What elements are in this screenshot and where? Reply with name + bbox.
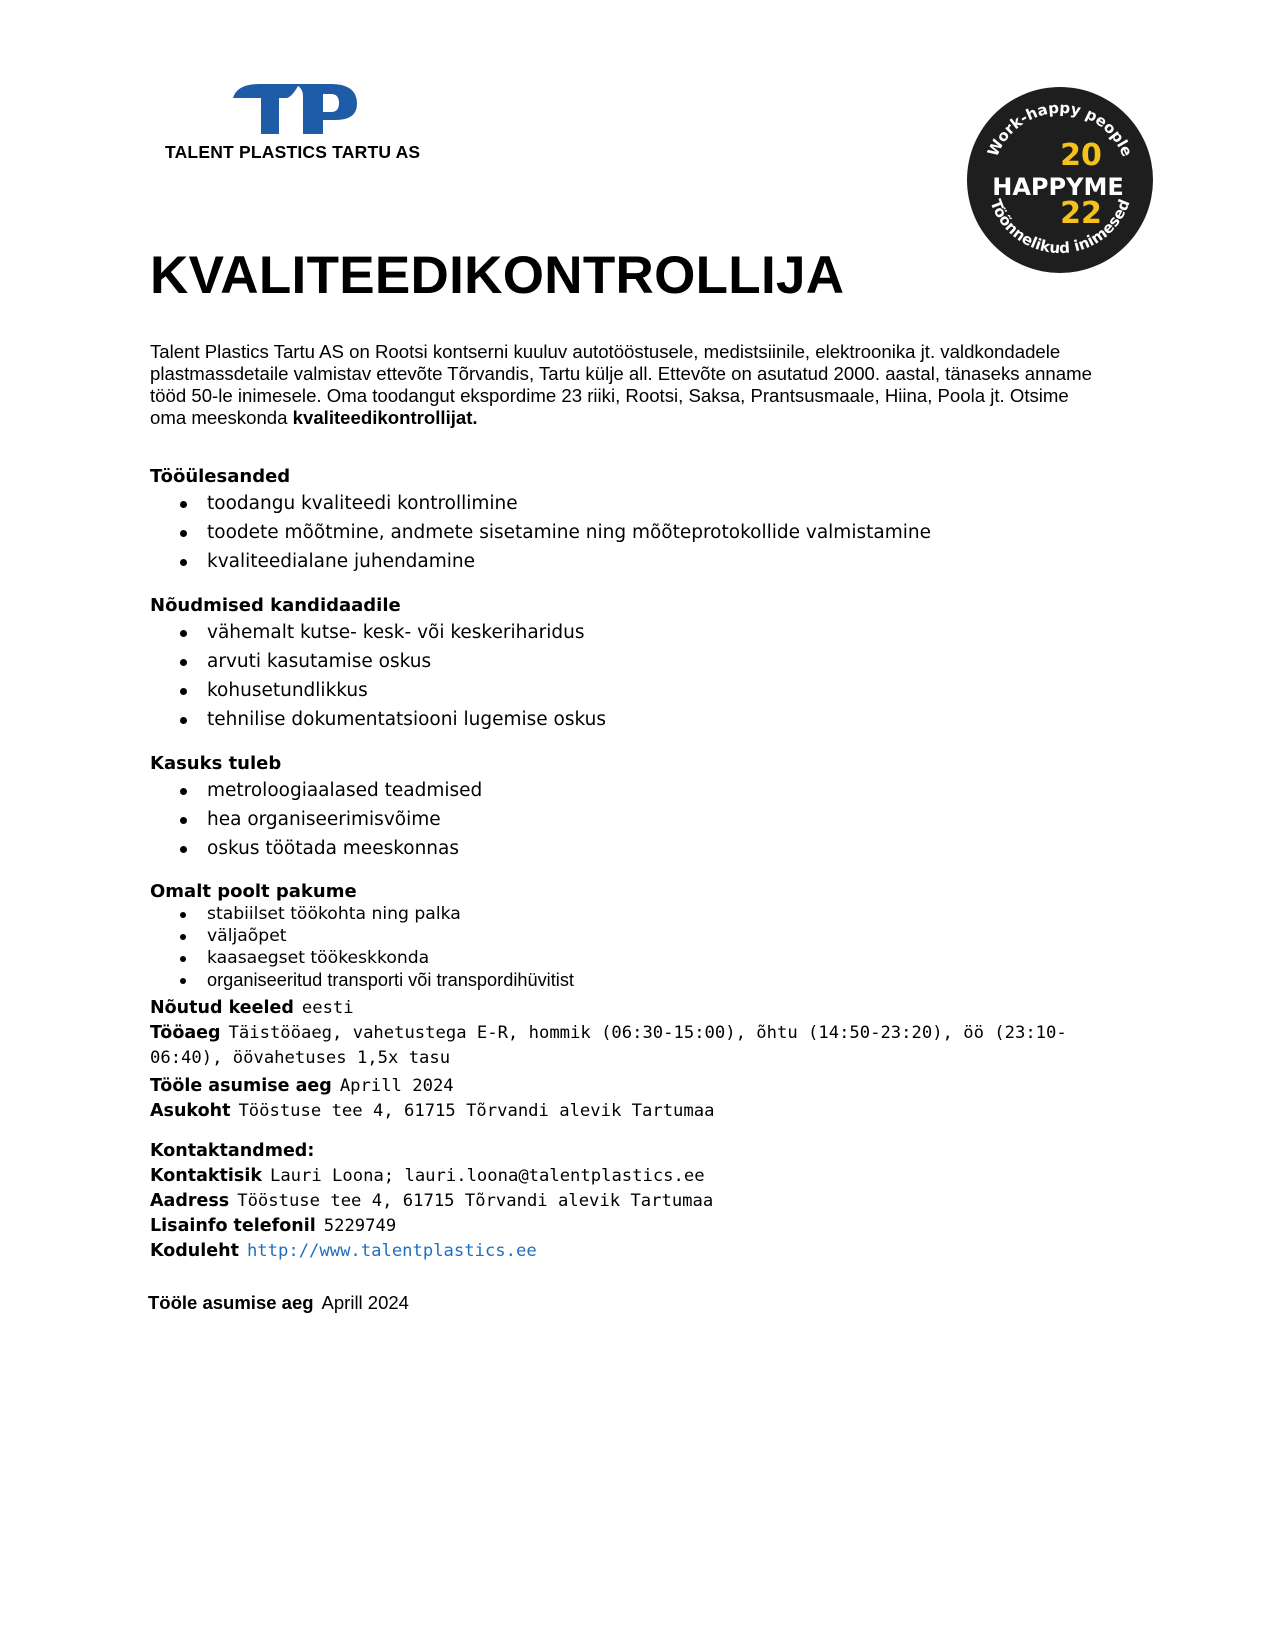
company-logo — [165, 82, 455, 168]
phone-value: 5229749 — [323, 1216, 397, 1236]
contacts-heading — [150, 1139, 314, 1164]
website-label: Koduleht — [150, 1241, 239, 1261]
location-line — [150, 1099, 714, 1124]
list-item: vähemalt kutse- kesk- või keskeriharidus — [178, 618, 606, 647]
location-value: Tööstuse tee 4, 61715 Tõrvandi alevik Tartumaa — [238, 1101, 715, 1121]
list-item: väljaõpet — [178, 925, 574, 947]
website-link[interactable]: http://www.talentplastics.ee — [246, 1241, 537, 1261]
requirements-list — [178, 618, 606, 734]
list-item: kohusetundlikkus — [178, 676, 606, 705]
tasks-list — [178, 489, 931, 576]
start-label: Tööle asumise aeg — [150, 1076, 332, 1096]
list-item: oskus töötada meeskonnas — [178, 834, 482, 863]
contact-person-label: Kontaktisik — [150, 1166, 262, 1186]
list-item: toodete mõõtmine, andmete sisetamine ning mõõteprotokollide valmistamine — [178, 518, 931, 547]
list-item: organiseeritud transporti või transpordihüvitist — [178, 969, 574, 991]
website-line — [150, 1239, 537, 1264]
advantages-list — [178, 776, 482, 863]
address-line — [150, 1189, 713, 1214]
list-item: metroloogiaalased teadmised — [178, 776, 482, 805]
badge-year-bottom: 22 — [1060, 196, 1102, 231]
footer-start-label: Tööle asumise aeg — [148, 1292, 314, 1313]
footer-start-line — [148, 1291, 409, 1315]
requirements-heading: Nõudmised kandidaadile — [150, 595, 401, 616]
happyme-badge — [965, 85, 1155, 275]
languages-line — [150, 996, 354, 1021]
work-time-line — [150, 1021, 1070, 1071]
list-item: hea organiseerimisvõime — [178, 805, 482, 834]
intro-paragraph — [150, 341, 1110, 429]
intro-text: Talent Plastics Tartu AS on Rootsi kontserni kuuluv autotööstusele, medistsiinile, elektroonika jt. valdkondadele plastmassdetaile valmistav ettevõte Tõrvandis, Tartu külje all. Ettevõte on asutatud 2000. aastal, tänaseks anname tööd 50-le inimesele. Oma toodangut ekspordime 23 riiki, Rootsi, Saksa, Prantsusmaale, Hiina, Poola jt. Otsime oma meeskonda — [150, 341, 1092, 428]
languages-value: eesti — [301, 998, 354, 1018]
languages-label: Nõutud keeled — [150, 998, 294, 1018]
list-item: toodangu kvaliteedi kontrollimine — [178, 489, 931, 518]
list-item: tehnilise dokumentatsiooni lugemise oskus — [178, 705, 606, 734]
badge-year-top: 20 — [1060, 138, 1102, 173]
list-item: kaasaegset töökeskkonda — [178, 947, 574, 969]
contacts-heading-text: Kontaktandmed: — [150, 1141, 315, 1161]
list-item: arvuti kasutamise oskus — [178, 647, 606, 676]
footer-start-value: Aprill 2024 — [321, 1292, 409, 1313]
tp-logo-mark — [233, 82, 373, 140]
phone-line — [150, 1214, 396, 1239]
start-line — [150, 1074, 454, 1099]
phone-label: Lisainfo telefonil — [150, 1216, 316, 1236]
list-item: stabiilset töökohta ning palka — [178, 903, 574, 925]
start-value: Aprill 2024 — [339, 1076, 454, 1096]
work-time-value: Täistööaeg, vahetustega E-R, hommik (06:30-15:00), õhtu (14:50-23:20), öö (23:10-06:40), öövahetuses 1,5x tasu — [150, 1023, 1067, 1068]
location-label: Asukoht — [150, 1101, 231, 1121]
work-time-label: Tööaeg — [150, 1023, 221, 1043]
address-value: Tööstuse tee 4, 61715 Tõrvandi alevik Tartumaa — [237, 1191, 714, 1211]
badge-top-text: Work-happy people — [983, 98, 1137, 160]
list-item: kvaliteedialane juhendamine — [178, 547, 931, 576]
offer-heading: Omalt poolt pakume — [150, 881, 357, 902]
badge-bottom-text: Töõnnelikud inimesed — [986, 196, 1134, 258]
address-label: Aadress — [150, 1191, 230, 1211]
intro-bold: kvaliteedikontrollijat. — [292, 407, 478, 428]
job-title: KVALITEEDIKONTROLLIJA — [150, 246, 845, 305]
offer-list — [178, 903, 574, 991]
badge-brand: HAPPYME — [992, 173, 1124, 201]
company-name: TALENT PLASTICS TARTU AS — [165, 142, 421, 162]
tasks-heading: Tööülesanded — [150, 466, 291, 487]
advantages-heading: Kasuks tuleb — [150, 753, 282, 774]
contact-person-line — [150, 1164, 705, 1189]
contact-person-value: Lauri Loona; lauri.loona@talentplastics.ee — [269, 1166, 705, 1186]
